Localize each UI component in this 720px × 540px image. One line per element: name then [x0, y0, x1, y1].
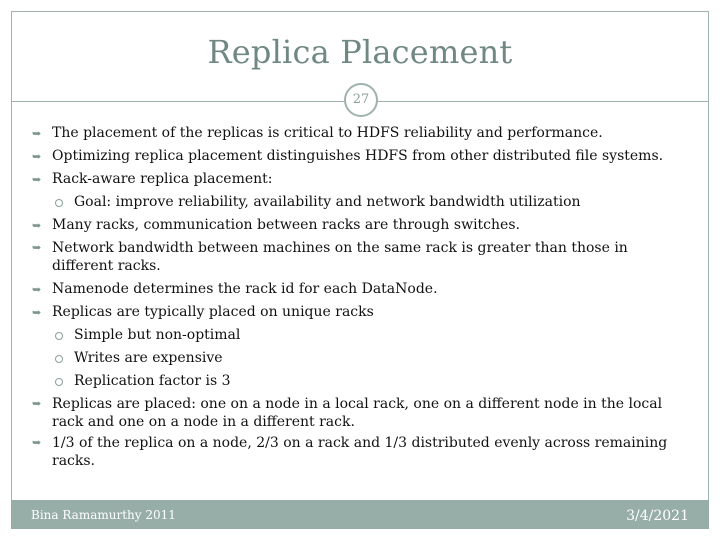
arrow-bullet-icon: ➥ — [32, 173, 42, 186]
list-item — [32, 278, 692, 301]
arrow-bullet-icon: ➥ — [32, 306, 42, 319]
arrow-bullet-icon: ➥ — [32, 219, 42, 232]
footer-author: Bina Ramamurthy 2011 — [31, 508, 176, 522]
list-item — [32, 145, 692, 168]
list-item-text: The placement of the replicas is critical to HDFS reliability and performance. — [52, 125, 603, 141]
list-item-text: 1/3 of the replica on a node, 2/3 on a rack and 1/3 distributed evenly across remaining racks. — [52, 435, 668, 469]
list-item-text: Simple but non-optimal — [74, 327, 241, 343]
arrow-bullet-icon: ➥ — [32, 127, 42, 140]
list-item-text: Replicas are placed: one on a node in a local rack, one on a different node in the local rack and one on a node in a different rack. — [52, 396, 663, 430]
list-item-text: Writes are expensive — [74, 350, 223, 366]
list-item — [32, 122, 692, 145]
list-item-text: Many racks, communication between racks are through switches. — [52, 217, 520, 233]
slide-footer — [11, 500, 709, 529]
slide-title: Replica Placement — [207, 33, 513, 71]
slide-content — [32, 122, 692, 473]
list-item — [32, 395, 692, 431]
list-item-text: Optimizing replica placement distinguishes HDFS from other distributed file systems. — [52, 148, 664, 164]
sub-list-item — [32, 191, 692, 214]
circle-bullet-icon — [55, 355, 63, 363]
bullet-list — [32, 122, 692, 470]
arrow-bullet-icon: ➥ — [32, 397, 42, 410]
list-item — [32, 301, 692, 324]
sub-list-item — [32, 324, 692, 347]
circle-bullet-icon — [55, 199, 63, 207]
footer-date: 3/4/2021 — [626, 508, 689, 524]
circle-bullet-icon — [55, 378, 63, 386]
arrow-bullet-icon: ➥ — [32, 436, 42, 449]
list-item-text: Goal: improve reliability, availability and network bandwidth utilization — [74, 194, 581, 210]
list-item-text: Replicas are typically placed on unique racks — [52, 304, 374, 320]
arrow-bullet-icon: ➥ — [32, 283, 42, 296]
sub-list-item — [32, 370, 692, 393]
list-item-text: Network bandwidth between machines on the same rack is greater than those in different racks. — [52, 240, 628, 274]
list-item — [32, 214, 692, 237]
list-item — [32, 239, 692, 275]
list-item-text: Namenode determines the rack id for each DataNode. — [52, 281, 438, 297]
list-item-text: Replication factor is 3 — [74, 373, 231, 389]
list-item — [32, 434, 692, 470]
circle-bullet-icon — [55, 332, 63, 340]
list-item-text: Rack-aware replica placement: — [52, 171, 273, 187]
arrow-bullet-icon: ➥ — [32, 241, 42, 254]
slide-number-badge: 27 — [344, 83, 378, 117]
sub-list-item — [32, 347, 692, 370]
arrow-bullet-icon: ➥ — [32, 150, 42, 163]
list-item — [32, 168, 692, 191]
